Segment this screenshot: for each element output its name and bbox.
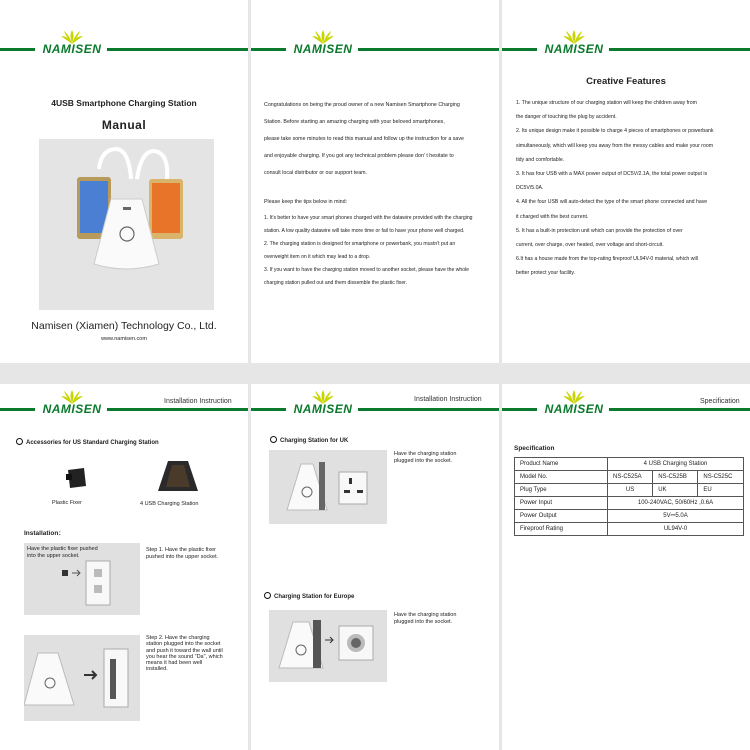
text-line: 2. Its unique design make it possible to charge 4 pieces of smartphones or powerbank: [516, 128, 714, 135]
text-line: 6.It has a house made from the top-rating fireproof UL94V-0 material, which will: [516, 256, 698, 263]
accessories-heading-text: Accessories for US Standard Charging Station: [26, 440, 159, 446]
panel-features: [502, 0, 750, 363]
header-bar-right: [609, 48, 750, 51]
text-line: tidy and comfortable.: [516, 156, 565, 163]
text-line: plugged into the socket.: [394, 458, 453, 464]
spec-value: EU: [698, 484, 744, 497]
charging-station-icon: [156, 457, 200, 497]
text-line: it charged with the best current.: [516, 213, 589, 220]
text-line: you hear the sound "Da", which: [146, 653, 223, 660]
eu-photo: [269, 610, 387, 682]
header-bar-left: [251, 408, 286, 411]
spec-label: Power Output: [515, 510, 608, 523]
text-line: better protect your facility.: [516, 270, 576, 277]
accessories-heading: [16, 438, 159, 447]
header: [502, 384, 750, 444]
header-bar-left: [251, 48, 286, 51]
spec-value: NS-C525A: [608, 471, 653, 484]
spec-table: [514, 457, 744, 536]
text-line: consult local distributor or our support team.: [264, 170, 368, 176]
text-line: 1. It's better to have your smart phones charged with the datawire provided with the charging: [264, 215, 473, 221]
plastic-fixer-icon: [64, 464, 90, 490]
brand-logo: [288, 390, 358, 416]
step2-photo: [24, 635, 140, 721]
table-row: [515, 497, 744, 510]
table-row: [515, 510, 744, 523]
bullet-circle-icon: [264, 592, 271, 599]
spec-value: 5V⎓5.0A: [608, 510, 744, 523]
spec-value: UK: [653, 484, 698, 497]
step2-text: [146, 635, 223, 673]
spec-value: NS-C525B: [653, 471, 698, 484]
section-label: Specification: [700, 398, 740, 405]
spec-value: UL94V-0: [608, 523, 744, 536]
spec-value: US: [608, 484, 653, 497]
bullet-circle-icon: [16, 438, 23, 445]
uk-heading: [270, 436, 348, 445]
table-row: [515, 484, 744, 497]
spec-value: NS-C525C: [698, 471, 744, 484]
table-row: [515, 523, 744, 536]
spec-label: Product Name: [515, 458, 608, 471]
text-line: overweight item on it which may lead to a drop.: [264, 254, 371, 260]
panel-specification: [502, 384, 750, 750]
eu-text: [394, 612, 456, 626]
header-bar-left: [502, 48, 537, 51]
bullet-circle-icon: [270, 436, 277, 443]
text-line: station plugged into the socket: [146, 641, 221, 648]
station-label: 4 USB Charging Station: [140, 501, 199, 507]
features-list: [516, 96, 748, 281]
text-line: and enjoyable charging. If you got any technical problem please don’ t hesitate to: [264, 153, 454, 159]
spec-heading: Specification: [514, 445, 555, 452]
text-line: pushed into the upper socket.: [146, 554, 219, 560]
text-line: 1. The unique structure of our charging station will keep the children away from: [516, 100, 697, 106]
text-line: 5. It has a built-in protection unit which can provide the protection of over: [516, 227, 683, 234]
section-label: Installation Instruction: [164, 398, 232, 405]
intro-paragraph: [264, 97, 496, 182]
eu-heading-text: Charging Station for Europe: [274, 594, 355, 600]
header: [0, 384, 248, 444]
header-bar-right: [107, 48, 248, 51]
text-line: current, over charge, over heated, over voltage and short-circuit.: [516, 242, 664, 249]
text-line: 3. It has four USB with a MAX power output of DC5V/2.1A, the total power output is: [516, 171, 708, 178]
text-line: means it had been well: [146, 660, 203, 667]
table-row: [515, 458, 744, 471]
product-photo: [39, 139, 214, 310]
header-bar-right: [107, 408, 248, 411]
brand-name: NAMISEN: [293, 42, 353, 56]
brand-name: NAMISEN: [293, 402, 353, 416]
text-line: simultaneously, which will keep you away from the messy cables and make your room: [516, 142, 714, 149]
text-line: and push it toward the wall until: [146, 647, 223, 654]
text-line: Have the plastic fixer pushed: [27, 546, 98, 552]
section-label: Installation Instruction: [414, 396, 482, 403]
text-line: Have the charging station: [394, 612, 457, 618]
step1-text: [146, 547, 218, 561]
text-line: 3. If you want to have the charging station moved to another socket, please have the whole: [264, 267, 470, 273]
header-bar-left: [0, 408, 35, 411]
plastic-fixer-label: Plastic Fixer: [52, 500, 82, 506]
text-line: 4. All the four USB will auto-detect the type of the smart phone connected and have: [516, 199, 708, 206]
header-bar-right: [358, 48, 499, 51]
header-bar-left: [502, 408, 537, 411]
text-line: plugged into the socket.: [394, 619, 453, 625]
text-line: station. A low quality datawire will take more time or fail to have your phone well charged.: [264, 228, 465, 234]
panel-cover: [0, 0, 248, 363]
brand-logo: [288, 30, 358, 56]
brand-logo: [37, 30, 107, 56]
cover-title: 4USB Smartphone Charging Station: [51, 98, 197, 108]
header-bar-right: [609, 408, 750, 411]
spec-label: Power Input: [515, 497, 608, 510]
brand-logo: [539, 30, 609, 56]
text-line: DC5V/5.0A.: [516, 185, 544, 192]
tips-list: [264, 212, 496, 290]
brand-logo: [539, 390, 609, 416]
text-line: Step 1. Have the plastic fixer: [146, 547, 217, 553]
panel-install-uk-eu: [251, 384, 499, 750]
header-bar-left: [0, 48, 35, 51]
tips-heading: Please keep the tips below in mind:: [264, 199, 348, 205]
text-line: 2. The charging station is designed for smartphone or powerbank, you mustn't put an: [264, 241, 456, 247]
header: [502, 0, 750, 60]
table-row: [515, 471, 744, 484]
spec-label: Fireproof Rating: [515, 523, 608, 536]
uk-photo: [269, 450, 387, 524]
panel-install-us: [0, 384, 248, 750]
text-line: the danger of touching the plug by accident.: [516, 114, 617, 121]
brand-logo: [37, 390, 107, 416]
panel-intro: [251, 0, 499, 363]
features-title: Creative Features: [586, 76, 666, 87]
header: [0, 0, 248, 60]
brand-name: NAMISEN: [42, 402, 102, 416]
text-line: charging station pulled out and them dissemble the plastic fixer.: [264, 280, 407, 286]
website[interactable]: www.namisen.com: [101, 336, 147, 342]
text-line: Have the charging station: [394, 451, 457, 457]
spec-label: Plug Type: [515, 484, 608, 497]
eu-heading: [264, 592, 354, 601]
step1-photo: [24, 543, 140, 615]
installation-heading: Installation：: [24, 530, 65, 537]
text-line: Step 2. Have the charging: [146, 635, 210, 641]
brand-name: NAMISEN: [544, 42, 604, 56]
spec-value: 4 USB Charging Station: [608, 458, 744, 471]
uk-text: [394, 451, 456, 465]
spec-label: Model No.: [515, 471, 608, 484]
text-line: installed.: [146, 666, 168, 673]
text-line: into the upper socket.: [27, 553, 80, 559]
brand-name: NAMISEN: [42, 42, 102, 56]
uk-heading-text: Charging Station for UK: [280, 438, 349, 444]
spec-value: 100-240VAC, 50/60Hz ,0.6A: [608, 497, 744, 510]
text-line: Congratulations on being the proud owner of a new Namisen Smartphone Charging: [264, 102, 460, 108]
text-line: Station. Before starting an amazing charging with your beloved smartphones,: [264, 119, 445, 125]
cover-subtitle: Manual: [101, 118, 147, 132]
header: [251, 0, 499, 60]
brand-name: NAMISEN: [544, 402, 604, 416]
header-bar-right: [358, 408, 499, 411]
header: [251, 384, 499, 444]
text-line: please take some minutes to read this manual and follow up the instruction for a save: [264, 136, 464, 142]
company-name: Namisen (Xiamen) Technology Co., Ltd.: [31, 320, 217, 332]
